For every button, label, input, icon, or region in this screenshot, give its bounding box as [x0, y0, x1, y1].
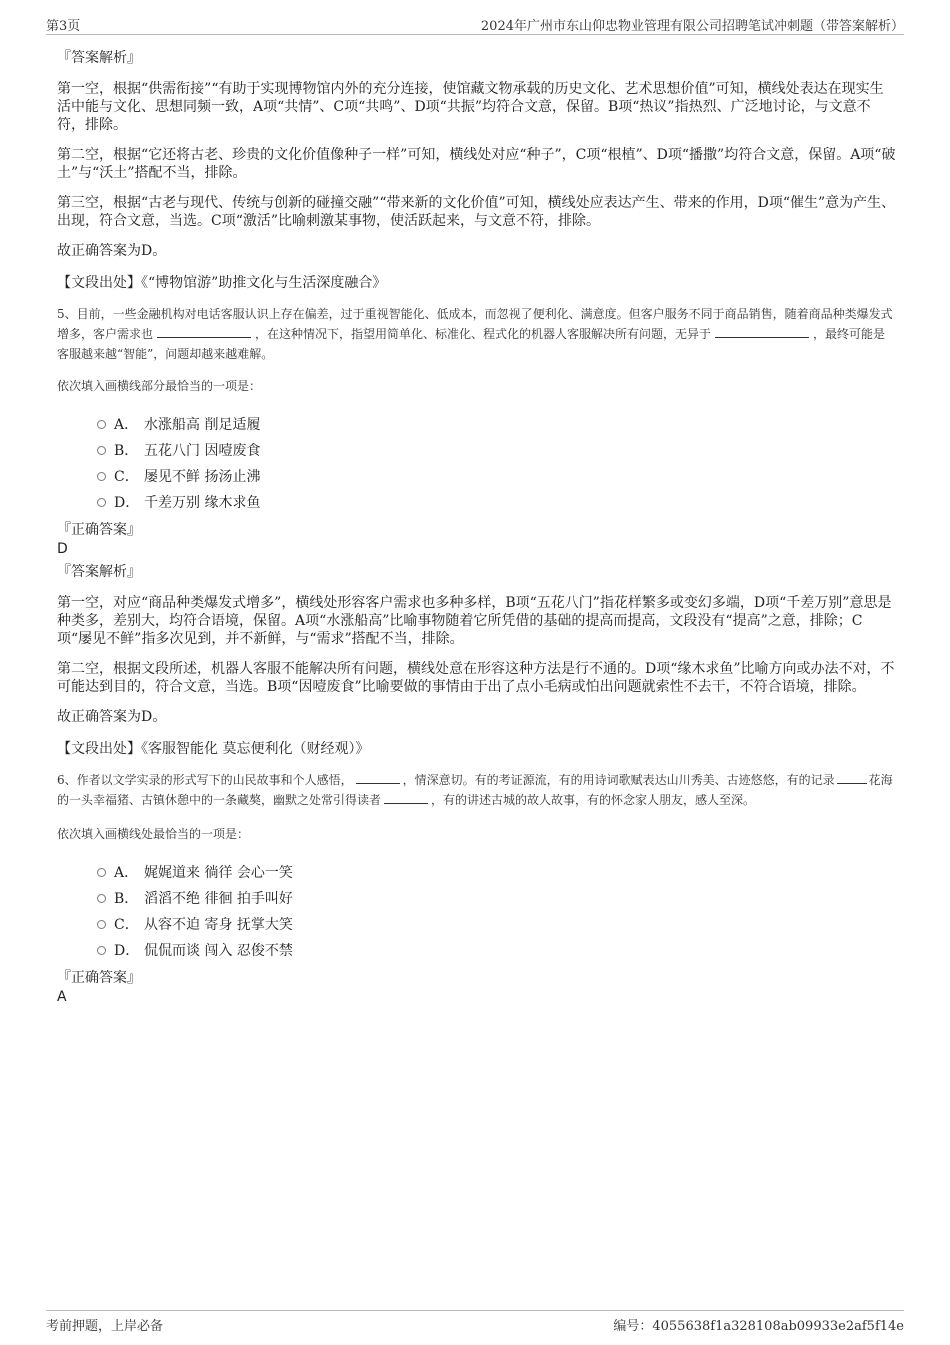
page-content: [57, 46, 897, 1006]
option-b[interactable]: B． 滔滔不绝 徘徊 拍手叫好: [57, 886, 897, 912]
radio-icon[interactable]: [97, 920, 106, 929]
radio-icon[interactable]: [97, 446, 106, 455]
stem-text: ，在这种情况下，指望用简单化、标准化、程式化的机器人客服解决所有问题，无异于: [255, 327, 712, 341]
question-stem: [57, 304, 897, 364]
blank-line: [356, 771, 400, 784]
option-d[interactable]: D． 千差万别 缘木求鱼: [57, 490, 897, 516]
radio-icon[interactable]: [97, 868, 106, 877]
radio-icon[interactable]: [97, 946, 106, 955]
footer-slogan: 考前押题，上岸必备: [46, 1319, 164, 1334]
conclusion: 故正确答案为D。: [57, 243, 167, 259]
radio-icon[interactable]: [97, 472, 106, 481]
analysis-paragraph: 第二空，根据“它还将古老、珍贵的文化价值像种子一样”可知，横线处对应“种子”，C项“根植”、D项“播撒”均符合文意，保留。A项“破土”与“沃土”搭配不当，排除。: [57, 147, 896, 181]
radio-icon[interactable]: [97, 420, 106, 429]
source-citation: 【文段出处】《“博物馆游”助推文化与生活深度融合》: [57, 275, 387, 291]
radio-icon[interactable]: [97, 498, 106, 507]
stem-text: 花海的一头幸福猪、古镇休憩中的一条藏獒，幽默之处常引得读者: [57, 773, 893, 807]
answer-label: 『正确答案』: [57, 970, 141, 986]
answer-value: A: [57, 989, 67, 1005]
analysis-paragraph: 第一空，根据“供需衔接”“有助于实现博物馆内外的充分连接，使馆藏文物承载的历史文化、艺术思想价值”可知，横线处表达在现实生活中能与文化、思想同频一致，A项“共情”、C项“共鸣”、D项“共振”均符合文意，保留。B项“热议”指热烈、广泛地讨论，与文意不符，排除。: [57, 81, 884, 133]
blank-line: [715, 325, 809, 338]
stem-text: 5、目前，一些金融机构对电话客服认识上存在偏差，过于重视智能化、低成本，而忽视了便利化、满意度。但客户服务不同于商品销售，随着商品种类爆发式增多，客户需求也: [57, 307, 893, 341]
stem-text: ，情深意切。有的考证源流，有的用诗词歌赋表达山川秀美、古迹悠悠，有的记录: [402, 773, 835, 787]
page-number: 第3页: [46, 19, 81, 34]
page-header: [46, 12, 904, 35]
document-id: 编号：4055638f1a328108ab09933e2af5f14e: [613, 1319, 904, 1334]
conclusion: 故正确答案为D。: [57, 709, 167, 725]
options-list: [57, 860, 897, 964]
option-b[interactable]: B． 五花八门 因噎废食: [57, 438, 897, 464]
option-a[interactable]: A． 娓娓道来 徜徉 会心一笑: [57, 860, 897, 886]
document-title: 2024年广州市东山仰忠物业管理有限公司招聘笔试冲刺题（带答案解析）: [480, 19, 904, 34]
blank-line: [157, 325, 251, 338]
option-c[interactable]: C． 屡见不鲜 扬汤止沸: [57, 464, 897, 490]
source-citation: 【文段出处】《客服智能化 莫忘便利化（财经观）》: [57, 741, 370, 757]
option-c[interactable]: C． 从容不迫 寄身 抚掌大笑: [57, 912, 897, 938]
blank-line: [837, 771, 867, 784]
radio-icon[interactable]: [97, 894, 106, 903]
page-footer: [46, 1310, 904, 1333]
blank-line: [384, 791, 428, 804]
analysis-paragraph: 第二空，根据文段所述，机器人客服不能解决所有问题，横线处意在形容这种方法是行不通的。D项“缘木求鱼”比喻方向或办法不对，不可能达到目的，符合文意，当选。B项“因噎废食”比喻要做的事情由于出了点小毛病或怕出问题就索性不去干，不符合语境，排除。: [57, 661, 895, 695]
stem-text: 6、作者以文学实录的形式写下的山民故事和个人感悟，: [57, 773, 353, 787]
option-d[interactable]: D． 侃侃而谈 闯入 忍俊不禁: [57, 938, 897, 964]
analysis-paragraph: 第三空，根据“古老与现代、传统与创新的碰撞交融”“带来新的文化价值”可知，横线处应表达产生、带来的作用，D项“催生”意为产生、出现，符合文意，当选。C项“激活”比喻刺激某事物，使活跃起来，与文意不符，排除。: [57, 195, 896, 229]
analysis-label: 『答案解析』: [57, 50, 141, 66]
question-prompt: 依次填入画横线处最恰当的一项是：: [57, 827, 250, 841]
answer-value: D: [57, 541, 68, 557]
stem-text: ，最终可能是客服越来越“智能”，问题却越来越难解。: [57, 327, 886, 361]
analysis-label: 『答案解析』: [57, 564, 141, 580]
answer-label: 『正确答案』: [57, 522, 141, 538]
options-list: [57, 412, 897, 516]
stem-text: ，有的讲述古城的故人故事，有的怀念家人朋友，感人至深。: [431, 793, 756, 807]
question-stem: [57, 770, 897, 810]
analysis-paragraph: 第一空，对应“商品种类爆发式增多”，横线处形容客户需求也多种多样，B项“五花八门”指花样繁多或变幻多端，D项“千差万别”意思是种类多，差别大，均符合语境，保留。A项“水涨船高”比喻事物随着它所凭借的基础的提高而提高，文段没有“提高”之意，排除；C项“屡见不鲜”指多次见到，并不新鲜，与“需求”搭配不当，排除。: [57, 595, 892, 647]
question-prompt: 依次填入画横线部分最恰当的一项是：: [57, 379, 262, 393]
option-a[interactable]: A． 水涨船高 削足适履: [57, 412, 897, 438]
